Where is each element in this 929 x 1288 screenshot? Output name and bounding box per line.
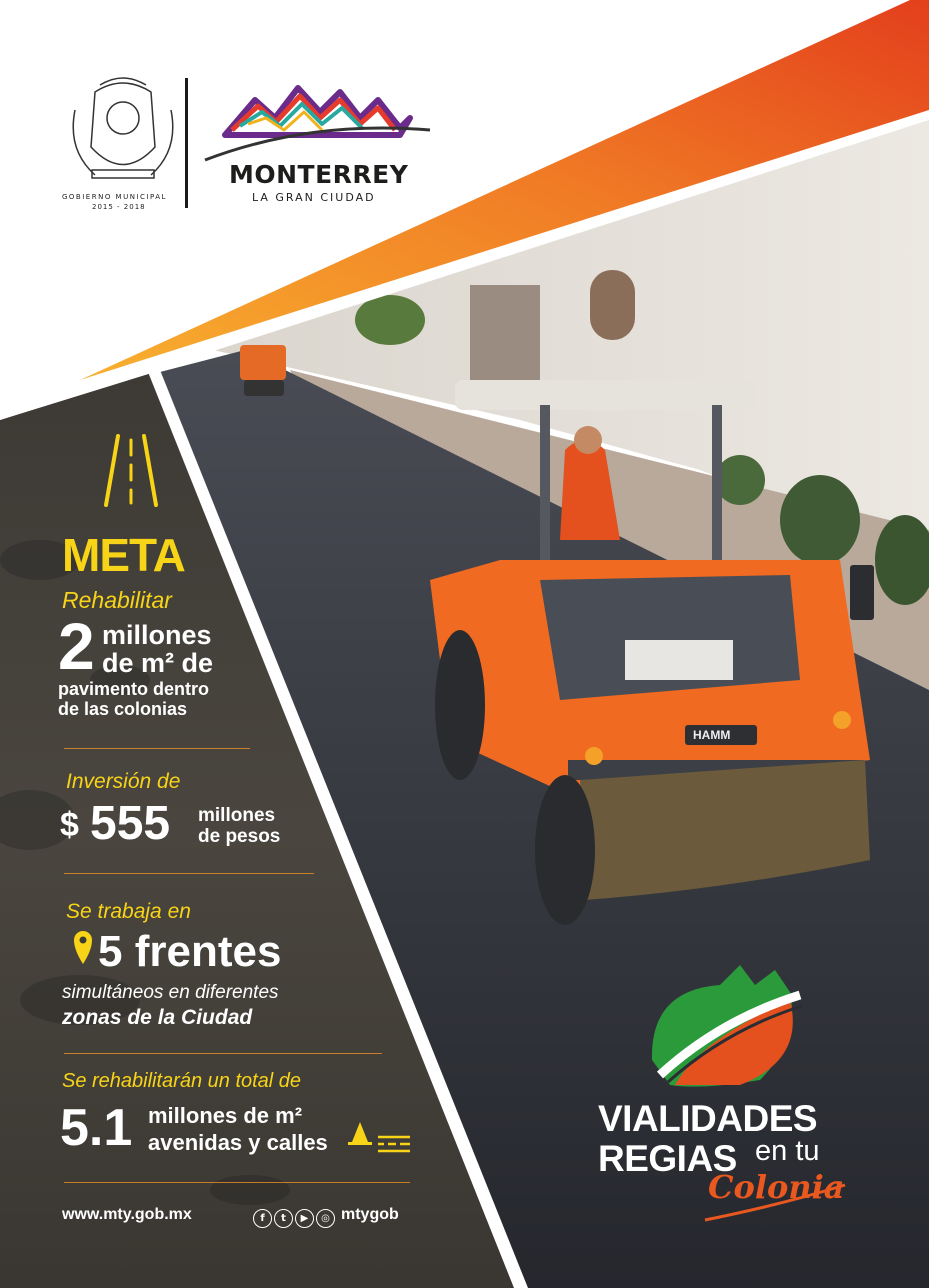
crest-caption-1: GOBIERNO MUNICIPAL (62, 193, 167, 201)
total-line-1: millones de m² (148, 1103, 303, 1128)
total-label: Se rehabilitarán un total de (62, 1070, 302, 1092)
divider-4 (64, 1182, 410, 1183)
website-link[interactable]: www.mty.gob.mx (62, 1206, 192, 1223)
facebook-icon[interactable]: f (253, 1209, 272, 1228)
total-amount: 5.1 (60, 1099, 133, 1157)
meta-verb: Rehabilitar (62, 587, 172, 613)
frentes-headline: 5 frentes (98, 927, 282, 976)
house-window (590, 270, 635, 340)
brand-name: MONTERREY (229, 160, 409, 189)
meta-title: META (62, 529, 185, 581)
divider-2 (64, 873, 314, 874)
social-handle[interactable]: mtygob (341, 1206, 399, 1223)
brand-tagline: LA GRAN CIUDAD (252, 191, 376, 204)
frentes-label: Se trabaja en (66, 900, 191, 923)
inversion-amount: 555 (90, 797, 171, 850)
divider-1 (64, 748, 250, 749)
campaign-line-2: REGIAS (598, 1138, 737, 1179)
campaign-line-3: en tu (755, 1135, 820, 1167)
roller-brand-badge: HAMM (693, 728, 731, 742)
frentes-line-1: simultáneos en diferentes (62, 982, 279, 1003)
meta-line-1: millones (102, 620, 212, 650)
campaign-line-1: VIALIDADES (598, 1098, 818, 1139)
total-line-2: avenidas y calles (148, 1130, 328, 1155)
social-icons (253, 1206, 337, 1228)
twitter-icon[interactable]: t (274, 1209, 293, 1228)
crest-caption-2: 2015 - 2018 (92, 203, 146, 211)
inversion-unit-1: millones (198, 805, 276, 826)
frentes-line-2: zonas de la Ciudad (62, 1006, 253, 1029)
divider-3 (64, 1053, 382, 1054)
meta-line-3: pavimento dentro (58, 679, 210, 699)
inversion-currency: $ (60, 806, 79, 844)
meta-big-number: 2 (58, 609, 95, 683)
instagram-icon[interactable]: ◎ (316, 1209, 335, 1228)
youtube-icon[interactable]: ▶ (295, 1209, 314, 1228)
meta-line-2: de m² de (102, 648, 214, 678)
campaign-line-4: Colonia (708, 1168, 845, 1206)
inversion-label: Inversión de (66, 770, 181, 793)
meta-line-4: de las colonias (58, 699, 188, 719)
inversion-unit-2: de pesos (198, 826, 281, 847)
